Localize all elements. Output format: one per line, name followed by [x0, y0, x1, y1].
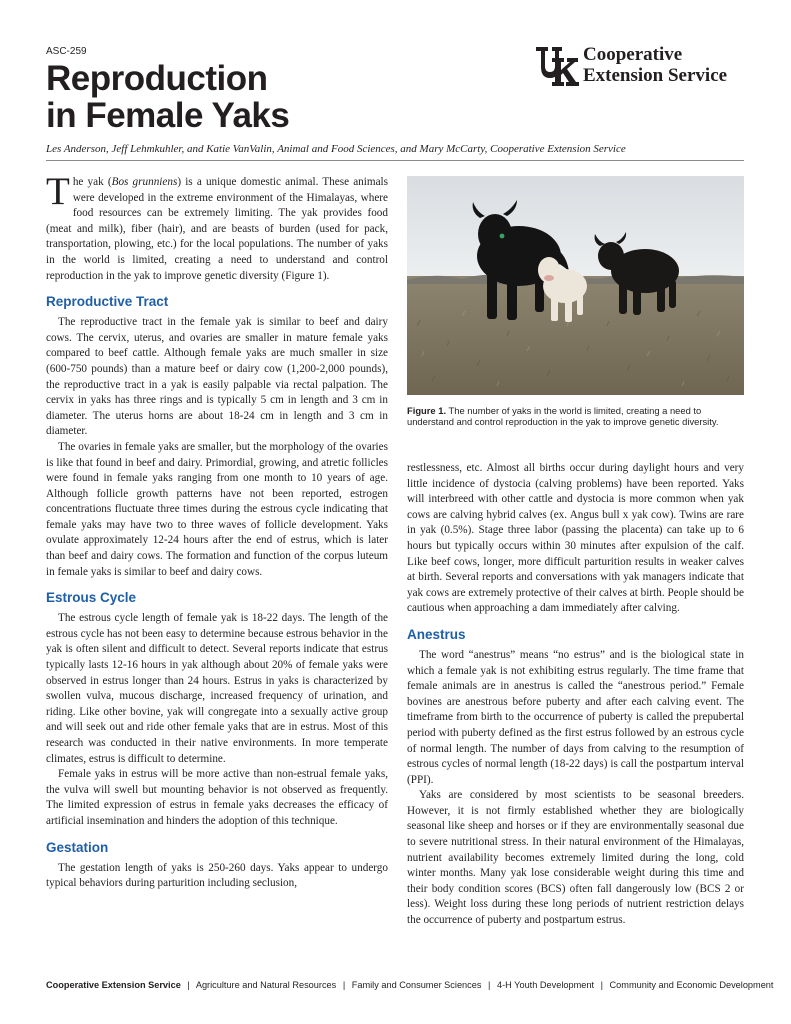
anestrus-p1: The word “anestrus” means “no estrus” and is the biological state in which a female yak is not exhibiting estrus regularly. The time frame that female animals are in anestrus is called the “anestrous period.” Female bovines are anestrous before puberty and after each calving event. The timeframe from birth to the occurrence of puberty is called the prepubertal period with puberty defined as the first estrus followed by an estrous cycle of normal length. The number of days from calving to the resumption of estrous cycles of normal length (18-22 days) is call the postpartum interval (PPI). — [407, 648, 744, 786]
reproductive-tract-p2: The ovaries in female yaks are smaller, but the morphology of the ovaries is like that found in beef and dairy. Primordial, growing, and atretic follicles were found in female yaks ranging from one month to 10 years of age. Although follicle growth patterns have not been reported, estrogen concentrations fluctuate three times during the estrous cycle indicating that female yaks may have two to three waves of follicle development. Yaks ovulate approximately 12-24 hours after the end of estrus, which is later than beef and dairy cows. The formation and function of the corpus luteum in female yaks is similar to beef and dairy cows. — [46, 440, 388, 578]
page-title — [46, 60, 289, 134]
right-column — [407, 461, 744, 929]
footer — [46, 980, 773, 990]
estrous-cycle-p2: Female yaks in estrus will be more active than non-estrual female yaks, the vulva will swell but mounting behavior is not observed as frequently. The limited expression of estrus in female yaks decreases the efficacy of artificial insemination and hinders the adoption of this technique. — [46, 768, 388, 827]
species-name: Bos grunniens — [111, 176, 178, 188]
heading-reproductive-tract: Reproductive Tract — [46, 294, 169, 310]
title-line-2: in Female Yaks — [46, 96, 290, 135]
footer-separator: | — [187, 980, 190, 990]
gestation-p1-start: The gestation length of yaks is 250-260 days. Yaks appear to undergo typical behaviors during parturition including seclusion, — [46, 861, 388, 890]
figure-1-caption — [407, 405, 744, 427]
figure-label: Figure 1. — [407, 405, 447, 416]
cooperative-extension-logo[interactable] — [535, 44, 750, 90]
footer-item: Agriculture and Natural Resources — [195, 980, 337, 990]
footer-item: 4-H Youth Development — [496, 980, 595, 990]
uk-logo-icon — [535, 44, 579, 86]
heading-anestrus: Anestrus — [407, 626, 466, 642]
logo-line-2: Extension Service — [583, 65, 728, 86]
gestation-p1-continued: restlessness, etc. Almost all births occur during daylight hours and very little incidence of dystocia (calving problems) have been reported. Yaks will interbreed with other cattle and dystocia is more common when yak cows are calving hybrid calves (ex. Angus bull x yak cow). Twins are rare in yak (0.5%). Stage three labor (passing the placenta) can take up to 6 hours but typically occurs within 30 minutes after expulsion of the calf. Like beef cows, longer, more difficult parturition results in weaker calves at birth. Several reports and conversations with yak managers indicate that yak cows are extremely protective of their calves at birth. People should be cautious when approaching a dam immediately after calving. — [407, 462, 744, 615]
intro-paragraph: The yak (Bos grunniens) is a unique domestic animal. These animals were developed in the extreme environment of the Himalayas, where food resources can be extremely limiting. The yak provides food (meat and milk), fiber (hair), and are beasts of burden (used for pack, transportation, plowing, etc.) for the local populations. The number of yaks in the world is limited, creating a need to understand and control reproduction in the yak to improve genetic diversity (Figure 1). — [46, 170, 389, 282]
footer-separator: | — [600, 980, 603, 990]
footer-separator: | — [342, 980, 346, 990]
logo-wordmark — [583, 44, 727, 86]
figure-caption-text: The number of yaks in the world is limited, creating a need to understand and control reproduction in the yak to improve genetic diversity. — [407, 405, 719, 427]
logo-line-1: Cooperative — [583, 44, 683, 65]
figure-1-yak-photo — [407, 176, 744, 395]
footer-separator: | — [488, 980, 491, 990]
authors-line: Les Anderson, Jeff Lehmkuhler, and Katie VanValin, Animal and Food Sciences, and Mary McCarty, Cooperative Extension Service — [46, 143, 626, 155]
drop-cap: T — [46, 170, 70, 213]
estrous-cycle-p1: The estrous cycle length of female yak is 18-22 days. The length of the estrous cycle has not been easy to determine because estrous behavior in the yak is often silent and difficult to detect. Several reports indicate that estrus typically lasts 12-16 hours in yak although about 20% of female yaks were observed in estrus longer than 24 hours. Estrus in yaks is characterized by swollen vulva, mucous discharge, increased frequency of urination, and riding. Like other bovine, yak will congregate into a sexually active group and will seek out and ride other female yaks that are in estrus. Most of this research was conducted in their native environments. In more temperate climates, estrus is difficult to determine. — [46, 612, 388, 765]
footer-item: Family and Consumer Sciences — [351, 980, 482, 990]
yak-photo-illustration — [407, 176, 744, 395]
heading-gestation: Gestation — [46, 839, 109, 855]
header-divider — [46, 160, 744, 161]
footer-org: Cooperative Extension Service — [46, 980, 181, 990]
footer-item: Community and Economic Development — [609, 980, 774, 990]
anestrus-p2: Yaks are considered by most scientists to be seasonal breeders. However, it is not firmly established whether they are biologically seasonal like sheep and horses or if they are environmentally seasonal due to severe nutritional stress. In their natural environment of the Himalayas, nutrient availability becomes extremely limited during the long, cold winter months. Many yak lose considerable weight during this time and their body condition scores (BCS) often fall dangerously low (BCS 2 or less). Weight loss during these long periods of nutrient restriction delays the occurrence of puberty and postpartum estrus. — [407, 789, 744, 927]
title-line-1: Reproduction — [46, 59, 268, 98]
heading-estrous-cycle: Estrous Cycle — [46, 590, 137, 606]
document-code: ASC-259 — [46, 46, 87, 57]
left-column — [46, 170, 389, 892]
reproductive-tract-p1: The reproductive tract in the female yak is similar to beef and dairy cows. The cervix, uterus, and ovaries are smaller in mature female yaks compared to beef cattle. Although female yaks are much smaller in size (600-750 pounds) than a mature beef or dairy cow (1,200-2,000 pounds), the reproductive tract in a yak is easily palpable via rectal palpation. The cervix in yaks has three rings and is typically 5 cm in length and 3 cm in diameter. The uterus horns are about 18-24 cm in length and 3 cm in diameter. — [46, 316, 388, 438]
